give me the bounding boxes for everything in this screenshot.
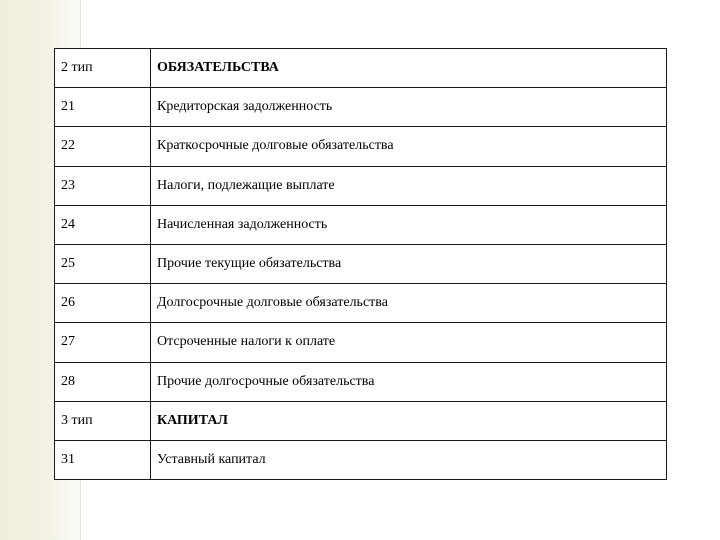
accounts-table bbox=[54, 48, 667, 480]
account-name-cell: Кредиторская задолженность bbox=[151, 88, 667, 127]
table-row bbox=[55, 166, 667, 205]
account-code-cell: 3 тип bbox=[55, 401, 151, 440]
account-name-cell: Налоги, подлежащие выплате bbox=[151, 166, 667, 205]
table-row bbox=[55, 127, 667, 166]
table-row bbox=[55, 88, 667, 127]
account-code-cell: 23 bbox=[55, 166, 151, 205]
table-row bbox=[55, 205, 667, 244]
account-code-cell: 27 bbox=[55, 323, 151, 362]
account-name-cell: Краткосрочные долговые обязательства bbox=[151, 127, 667, 166]
account-code-cell: 31 bbox=[55, 440, 151, 479]
account-code-cell: 24 bbox=[55, 205, 151, 244]
account-code-cell: 26 bbox=[55, 284, 151, 323]
account-name-cell: ОБЯЗАТЕЛЬСТВА bbox=[151, 49, 667, 88]
account-name-cell: Отсроченные налоги к оплате bbox=[151, 323, 667, 362]
account-name-cell: Прочие текущие обязательства bbox=[151, 244, 667, 283]
account-code-cell: 2 тип bbox=[55, 49, 151, 88]
account-name-cell: Начисленная задолженность bbox=[151, 205, 667, 244]
table-row-type-3 bbox=[55, 401, 667, 440]
table-row bbox=[55, 244, 667, 283]
account-name-cell: Уставный капитал bbox=[151, 440, 667, 479]
account-name-cell: Прочие долгосрочные обязательства bbox=[151, 362, 667, 401]
table-row bbox=[55, 323, 667, 362]
account-code-cell: 28 bbox=[55, 362, 151, 401]
table-row-type-2 bbox=[55, 49, 667, 88]
account-code-cell: 21 bbox=[55, 88, 151, 127]
table-row bbox=[55, 362, 667, 401]
table-row bbox=[55, 284, 667, 323]
account-code-cell: 22 bbox=[55, 127, 151, 166]
table-row bbox=[55, 440, 667, 479]
account-name-cell: Долгосрочные долговые обязательства bbox=[151, 284, 667, 323]
account-name-cell: КАПИТАЛ bbox=[151, 401, 667, 440]
account-code-cell: 25 bbox=[55, 244, 151, 283]
